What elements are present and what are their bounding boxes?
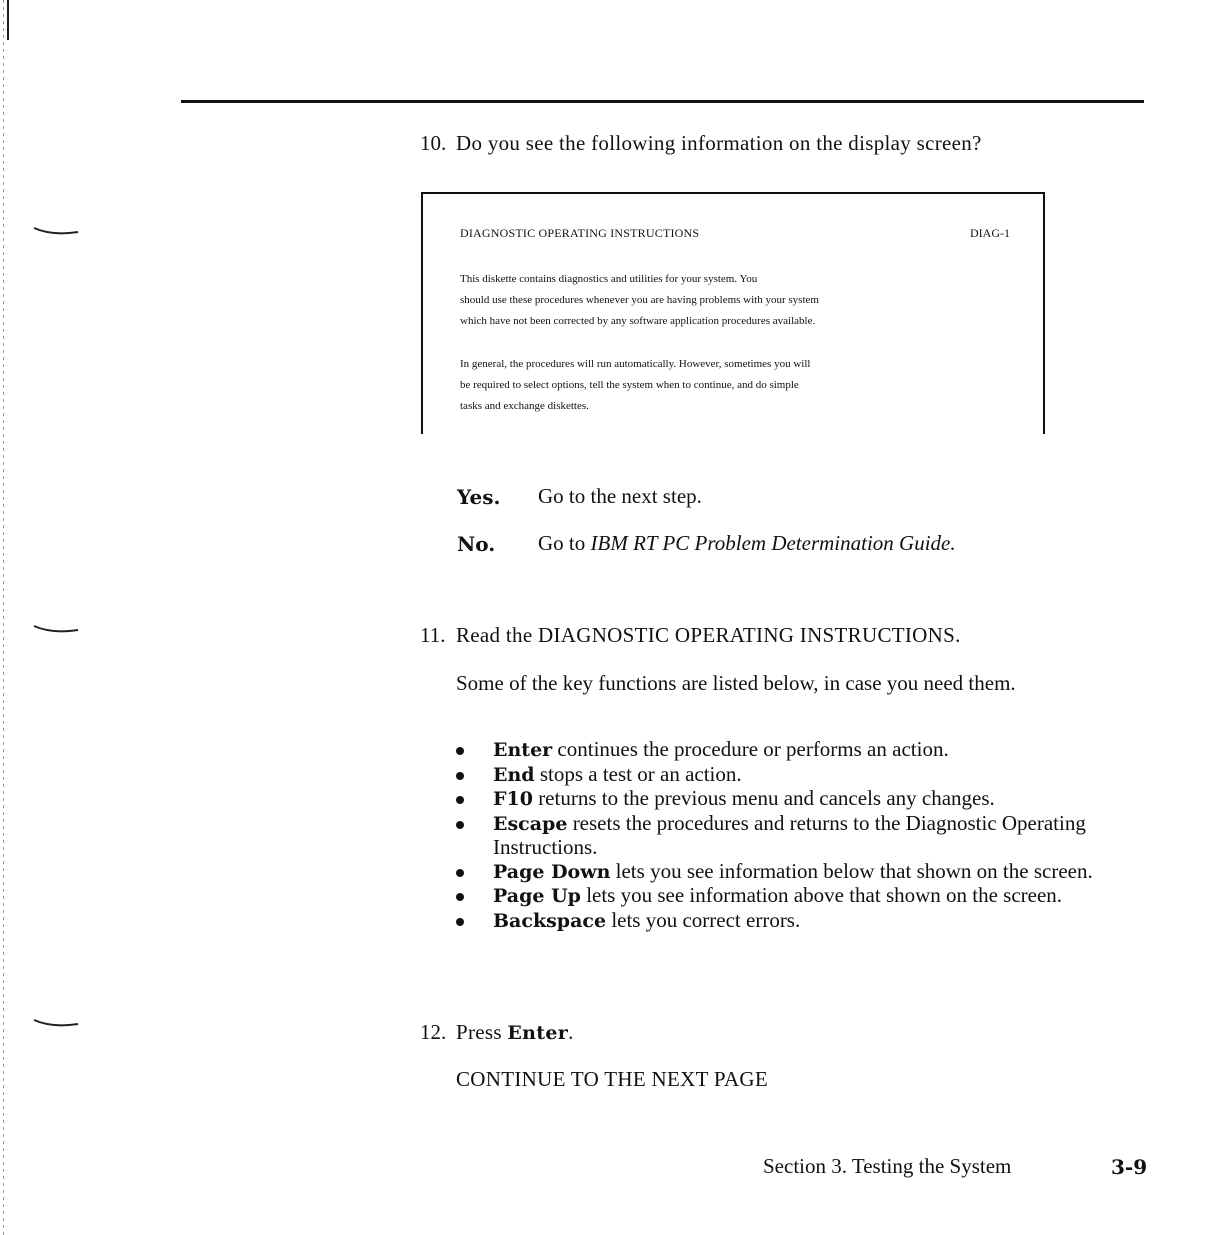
screen-line: This diskette contains diagnostics and utilities for your system. You: [460, 273, 758, 285]
bullet-icon: [456, 918, 464, 926]
list-item: [456, 763, 1146, 788]
top-rule: [181, 100, 1144, 103]
key-description: lets you correct errors.: [606, 907, 801, 932]
yes-label: Yes.: [457, 485, 501, 509]
scan-margin-bar: [7, 0, 9, 40]
screen-id: DIAG-1: [970, 226, 1010, 240]
scan-margin-line: [3, 0, 4, 1235]
key-name: Escape: [493, 812, 568, 835]
key-name: Enter: [493, 739, 553, 761]
key-description: stops a test or an action.: [534, 761, 742, 786]
step-number: 12.: [420, 1020, 447, 1044]
bullet-icon: [456, 893, 464, 901]
key-description: continues the procedure or performs an action.: [552, 737, 949, 761]
key-name: Enter: [507, 1022, 569, 1044]
key-name: Page Up: [493, 885, 581, 907]
key-description: lets you see information above that shown on the screen.: [580, 883, 1063, 907]
no-label: No.: [457, 532, 496, 556]
list-item: [456, 738, 1146, 763]
binding-hole-mark: [32, 624, 80, 634]
guide-reference: IBM RT PC Problem Determination Guide.: [590, 531, 956, 555]
key-name: F10: [493, 788, 533, 810]
step-number: 10.: [420, 131, 447, 155]
screen-line: should use these procedures whenever you are having problems with your system: [460, 294, 819, 306]
no-action-prefix: Go to: [538, 531, 591, 555]
list-item: [456, 787, 1146, 812]
key-functions-intro: Some of the key functions are listed below, in case you need them.: [456, 671, 1016, 695]
binding-hole-mark: [32, 1018, 80, 1028]
bullet-icon: [456, 772, 464, 780]
list-item: [456, 909, 1146, 934]
screen-paragraph: [460, 354, 810, 417]
bullet-icon: [456, 796, 464, 804]
key-name: End: [493, 763, 535, 786]
screen-line: which have not been corrected by any software application procedures available.: [460, 315, 816, 327]
bullet-icon: [456, 821, 464, 829]
footer-section-title: Section 3. Testing the System: [763, 1154, 1012, 1178]
list-item: [456, 884, 1146, 909]
list-item: [456, 812, 1146, 860]
press-period: .: [568, 1020, 574, 1044]
key-name: Backspace: [493, 909, 607, 932]
screen-line: be required to select options, tell the system when to continue, and do simple: [460, 379, 799, 391]
key-description: returns to the previous menu and cancels any changes.: [532, 786, 995, 810]
key-name: Page Down: [493, 860, 611, 883]
list-item: [456, 860, 1146, 885]
step-number: 11.: [420, 623, 446, 647]
yes-action: Go to the next step.: [538, 484, 702, 508]
press-text: Press: [456, 1020, 508, 1044]
screen-paragraph: [460, 269, 819, 332]
binding-hole-mark: [32, 226, 80, 236]
screen-line: tasks and exchange diskettes.: [460, 400, 589, 412]
bullet-icon: [456, 747, 464, 755]
step-instruction: [456, 1020, 574, 1045]
screen-title: DIAGNOSTIC OPERATING INSTRUCTIONS: [460, 226, 700, 240]
bullet-icon: [456, 869, 464, 877]
no-action: [538, 531, 956, 556]
continue-notice: CONTINUE TO THE NEXT PAGE: [456, 1067, 769, 1091]
step-question: Do you see the following information on the display screen?: [456, 131, 982, 155]
step-instruction: Read the DIAGNOSTIC OPERATING INSTRUCTIONS.: [456, 623, 961, 647]
key-description: lets you see information below that shown on the screen.: [610, 858, 1093, 883]
page-number: 3-9: [1111, 1155, 1148, 1179]
key-function-list: [456, 738, 1146, 933]
screen-line: In general, the procedures will run automatically. However, sometimes you will: [460, 358, 811, 370]
display-screen-example: [421, 192, 1045, 434]
key-description: resets the procedures and returns to the Diagnostic Operating Instructions.: [493, 810, 1086, 859]
